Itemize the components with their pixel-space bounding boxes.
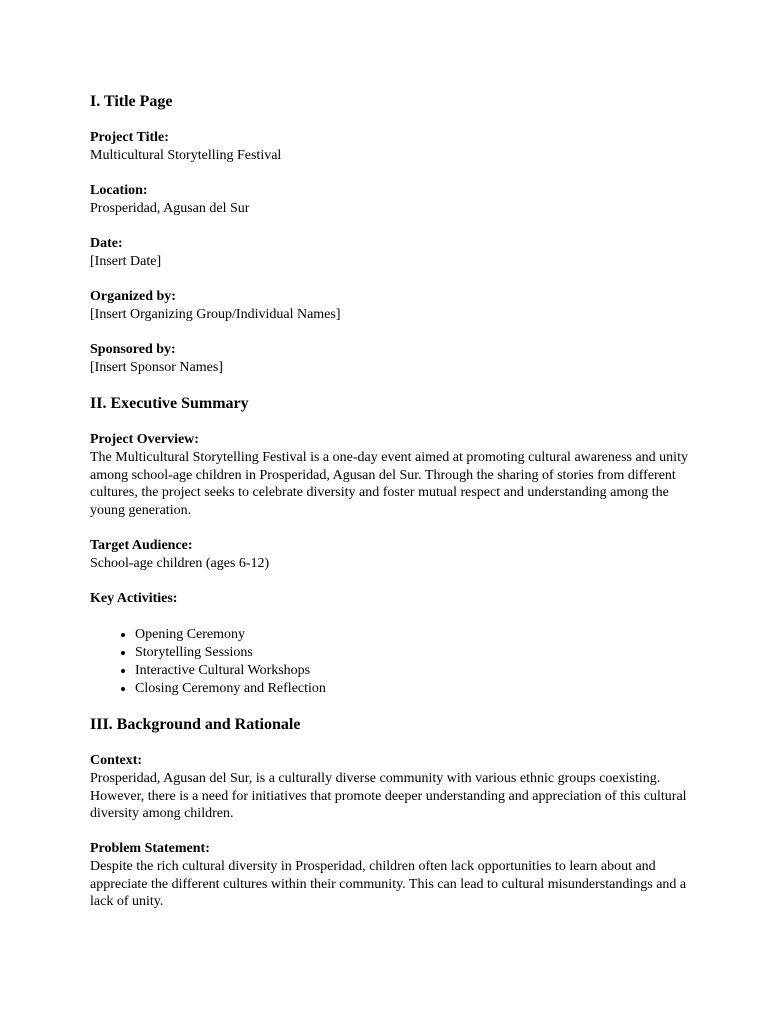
problem-statement-label: Problem Statement: (90, 840, 210, 856)
project-title-label: Project Title: (90, 130, 169, 145)
project-title-value: Multicultural Storytelling Festival (90, 148, 282, 163)
sponsored-by-label: Sponsored by: (90, 342, 176, 357)
context-text: Prosperidad, Agusan del Sur, is a culturally diverse community with various ethnic groups coexisting. However, there is a need for initiatives that promote deeper understanding and appreciation of this cultural diversity among children. (90, 770, 687, 822)
field-organized-by (90, 288, 690, 324)
organized-by-label: Organized by: (90, 289, 176, 304)
list-item: • Storytelling Sessions (135, 644, 690, 662)
section-heading-executive-summary: II. Executive Summary (90, 395, 249, 412)
section-heading-title-page: I. Title Page (90, 93, 173, 110)
field-problem-statement (90, 840, 690, 911)
context-label: Context: (90, 752, 143, 768)
list-item: • Opening Ceremony (135, 626, 690, 644)
location-label: Location: (90, 183, 148, 198)
field-project-title (90, 129, 690, 165)
field-target-audience (90, 537, 690, 573)
field-key-activities (90, 590, 690, 608)
location-value: Prosperidad, Agusan del Sur (90, 201, 250, 216)
list-item: • Interactive Cultural Workshops (135, 662, 690, 680)
field-location (90, 182, 690, 218)
problem-statement-text: Despite the rich cultural diversity in Prosperidad, children often lack opportunities to learn about and appreciate the different cultures within their community. This can lead to cultural misunderstandings and a lack of unity. (90, 858, 687, 910)
key-activities-label: Key Activities: (90, 590, 178, 606)
document-page (90, 92, 690, 928)
sponsored-by-value: [Insert Sponsor Names] (90, 360, 223, 375)
section-heading-background: III. Background and Rationale (90, 715, 301, 733)
field-date (90, 235, 690, 271)
date-value: [Insert Date] (90, 254, 162, 269)
key-activities-list (90, 626, 690, 698)
organized-by-value: [Insert Organizing Group/Individual Names] (90, 307, 341, 322)
project-overview-label: Project Overview: (90, 432, 199, 447)
field-sponsored-by (90, 341, 690, 377)
date-label: Date: (90, 236, 123, 251)
list-item: • Closing Ceremony and Reflection (135, 680, 690, 698)
field-project-overview (90, 431, 690, 520)
target-audience-value: School-age children (ages 6-12) (90, 555, 270, 571)
project-overview-text: The Multicultural Storytelling Festival is a one-day event aimed at promoting cultural awareness and unity among school-age children in Prosperidad, Agusan del Sur. Through the sharing of stories from different cultures, the project seeks to celebrate diversity and foster mutual respect and understanding among the young generation. (90, 450, 688, 519)
target-audience-label: Target Audience: (90, 537, 193, 553)
field-context (90, 752, 690, 823)
